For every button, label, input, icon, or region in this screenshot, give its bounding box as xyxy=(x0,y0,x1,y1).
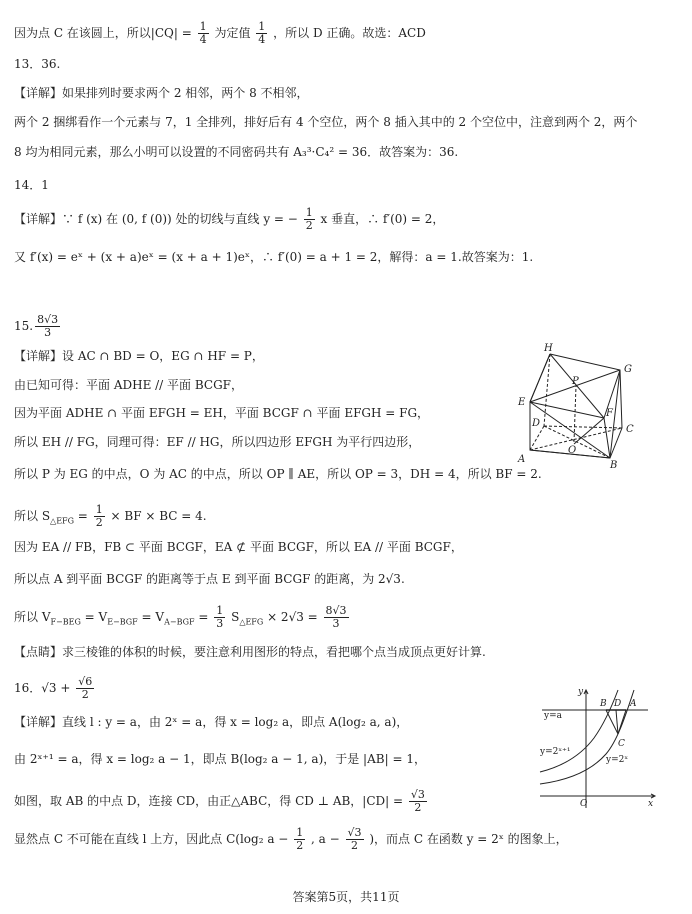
q15-detail-4: 所以 EH // FG，同理可得：EF // HG，所以四边形 EFGH 为平行四边形， xyxy=(14,435,421,449)
fraction-numerator: √6 xyxy=(78,675,93,688)
label-A: A xyxy=(630,699,637,709)
q16-detail-3 xyxy=(14,789,429,814)
edge-FO xyxy=(574,418,604,444)
fraction-denominator: 2 xyxy=(305,219,313,232)
label-y-equals-a: y=a xyxy=(544,711,562,721)
fraction-numerator: 8√3 xyxy=(37,313,59,326)
edge-DB xyxy=(544,426,610,458)
text-span: S xyxy=(231,610,240,624)
text-span: 如图，取 AB 的中点 D，连接 CD，由正△ABC，得 CD ⊥ AB，|CD| = xyxy=(14,794,404,808)
label-B: B xyxy=(600,699,607,709)
q13-detail-3: 8 均为相同元素，那么小明可以设置的不同密码共有 A₃³·C₄² = 36．故答案为：36. xyxy=(14,145,459,159)
edge-DA xyxy=(530,426,544,450)
fraction xyxy=(198,21,209,46)
label-y-2x: y=2ˣ xyxy=(606,755,629,765)
label-y-axis: y xyxy=(578,687,584,697)
page-footer: 答案第5页，共11页 xyxy=(292,890,400,904)
fraction-denominator: 3 xyxy=(332,617,340,630)
subscript: E−BGF xyxy=(107,617,138,627)
fraction-denominator: 2 xyxy=(296,839,304,852)
q15-detail-7: 因为 EA // FB，FB ⊂ 平面 BCGF，EA ⊄ 平面 BCGF，所以 EA // 平面 BCGF， xyxy=(14,540,463,554)
fraction xyxy=(346,827,364,852)
q15-detail-3: 因为平面 ADHE ∩ 平面 EFGH = EH，平面 BCGF ∩ 平面 EFGH = FG， xyxy=(14,406,430,420)
fraction xyxy=(35,314,60,339)
label-C: C xyxy=(618,739,625,749)
question-16-answer xyxy=(14,676,96,701)
fraction-denominator: 2 xyxy=(351,839,358,852)
label-D: D xyxy=(614,699,622,709)
q16-detail-2: 由 2ˣ⁺¹ = a，得 x = log₂ a − 1，即点 B(log₂ a − 1, a)，于是 |AB| = 1， xyxy=(14,752,426,766)
text-span: = xyxy=(73,509,88,523)
label-D: D xyxy=(532,418,541,429)
q15-detail-1: 【详解】设 AC ∩ BD = O，EG ∩ HF = P， xyxy=(14,349,264,363)
label-F: F xyxy=(606,408,613,419)
text-span: 所以 S xyxy=(14,509,51,523)
fraction-denominator: 2 xyxy=(81,688,89,701)
fraction-denominator: 4 xyxy=(199,33,207,46)
label-C: C xyxy=(626,424,634,435)
text-span: = V xyxy=(80,610,108,624)
fraction xyxy=(324,605,349,630)
text-span: 因为点 C 在该圆上，所以|CQ| = xyxy=(14,26,192,40)
label-E: E xyxy=(518,397,526,408)
question-15-answer xyxy=(14,314,62,339)
text-span: ，所以 D 正确。故选：ACD xyxy=(273,26,426,40)
fraction-denominator: 2 xyxy=(414,801,422,814)
q16-detail-4 xyxy=(14,827,568,852)
label-H: H xyxy=(544,343,553,354)
text-span: = xyxy=(194,610,209,624)
text-span: 【详解】∵ f (x) 在 (0, f (0)) 处的切线与直线 y = − xyxy=(14,212,298,226)
fraction-numerator: 1 xyxy=(216,604,224,617)
subscript: △EFG xyxy=(239,617,264,627)
label-A: A xyxy=(518,454,526,465)
text-span: = V xyxy=(137,610,165,624)
text-span: x 垂直，∴ f′(0) = 2， xyxy=(320,212,445,226)
text-span: × 2√3 = xyxy=(263,610,318,624)
question-14-answer: 14．1 xyxy=(14,178,49,192)
label-G: G xyxy=(624,364,632,375)
fraction xyxy=(256,21,267,46)
text-line xyxy=(14,21,426,46)
fraction-numerator: √3 xyxy=(410,788,425,801)
label-P: P xyxy=(572,376,579,387)
q14-detail-2: 又 f′(x) = eˣ + (x + a)eˣ = (x + a + 1)eˣ，∴ f′(0) = a + 1 = 2，解得：a = 1.故答案为：1. xyxy=(14,250,534,264)
fraction-numerator: 1 xyxy=(199,20,207,33)
q15-detail-9 xyxy=(14,605,351,630)
text-span: , a − xyxy=(311,832,340,846)
fraction xyxy=(294,827,305,852)
subscript: A−BGF xyxy=(164,617,195,627)
fraction-denominator: 2 xyxy=(95,516,103,529)
polyhedron-figure xyxy=(510,340,660,470)
fraction-numerator: 8√3 xyxy=(325,604,347,617)
fraction-denominator: 3 xyxy=(216,617,224,630)
q15-detail-2: 由已知可得：平面 ADHE // 平面 BCGF， xyxy=(14,378,243,392)
fraction-denominator: 4 xyxy=(258,33,266,46)
text-span: × BF × BC = 4. xyxy=(110,509,207,523)
q15-detail-5: 所以 P 为 EG 的中点，O 为 AC 的中点，所以 OP ∥ AE，所以 OP = 3，DH = 4，所以 BF = 2. xyxy=(14,467,542,481)
fraction-numerator: 1 xyxy=(258,20,266,33)
fraction-numerator: √3 xyxy=(347,826,362,839)
label-y-2x-plus-1: y=2ˣ⁺¹ xyxy=(540,747,571,757)
fraction-numerator: 1 xyxy=(296,826,304,839)
text-span: 15. xyxy=(14,319,34,333)
subscript: F−BEG xyxy=(50,617,81,627)
q15-detail-8: 所以点 A 到平面 BCGF 的距离等于点 E 到平面 BCGF 的距离，为 2√3. xyxy=(14,572,405,586)
fraction-denominator: 3 xyxy=(44,326,52,339)
subscript: △EFG xyxy=(50,516,74,526)
label-origin: O xyxy=(580,799,588,809)
q16-detail-1: 【详解】直线 l : y = a，由 2ˣ = a，得 x = log₂ a，即点 A(log₂ a, a)， xyxy=(14,715,409,729)
edge-FB xyxy=(604,418,610,458)
text-span: 为定值 xyxy=(214,26,251,40)
fraction-numerator: 1 xyxy=(305,206,313,219)
fraction xyxy=(214,605,225,630)
q13-detail-1: 【详解】如果排列时要求两个 2 相邻，两个 8 不相邻， xyxy=(14,86,309,100)
segment-AC xyxy=(618,710,626,734)
fraction-numerator: 1 xyxy=(95,503,103,516)
label-x-axis: x xyxy=(648,799,654,809)
fraction xyxy=(94,504,105,529)
question-13-answer: 13．36. xyxy=(14,57,61,71)
exponential-graph-figure xyxy=(530,684,660,810)
edge-GC xyxy=(620,370,622,428)
text-span: )，而点 C 在函数 y = 2ˣ 的图象上， xyxy=(369,832,568,846)
fraction xyxy=(304,207,315,232)
q13-detail-2: 两个 2 捆绑看作一个元素与 7，1 全排列，排好后有 4 个空位，两个 8 插入其中的 2 个空位中，注意到两个 2，两个 xyxy=(14,115,638,129)
text-span: 显然点 C 不可能在直线 l 上方，因此点 C(log₂ a − xyxy=(14,832,289,846)
q15-detail-6 xyxy=(14,504,207,529)
text-span: 所以 V xyxy=(14,610,51,624)
q15-remark: 【点睛】求三棱锥的体积的时候，要注意利用图形的特点，看把哪个点当成顶点更好计算. xyxy=(14,645,486,659)
label-O: O xyxy=(568,445,577,456)
fraction xyxy=(76,676,94,701)
fraction xyxy=(409,789,427,814)
label-B: B xyxy=(610,460,618,470)
text-span: 16．√3 + xyxy=(14,681,71,695)
q14-detail-1 xyxy=(14,207,444,232)
edge-DC xyxy=(544,426,622,428)
